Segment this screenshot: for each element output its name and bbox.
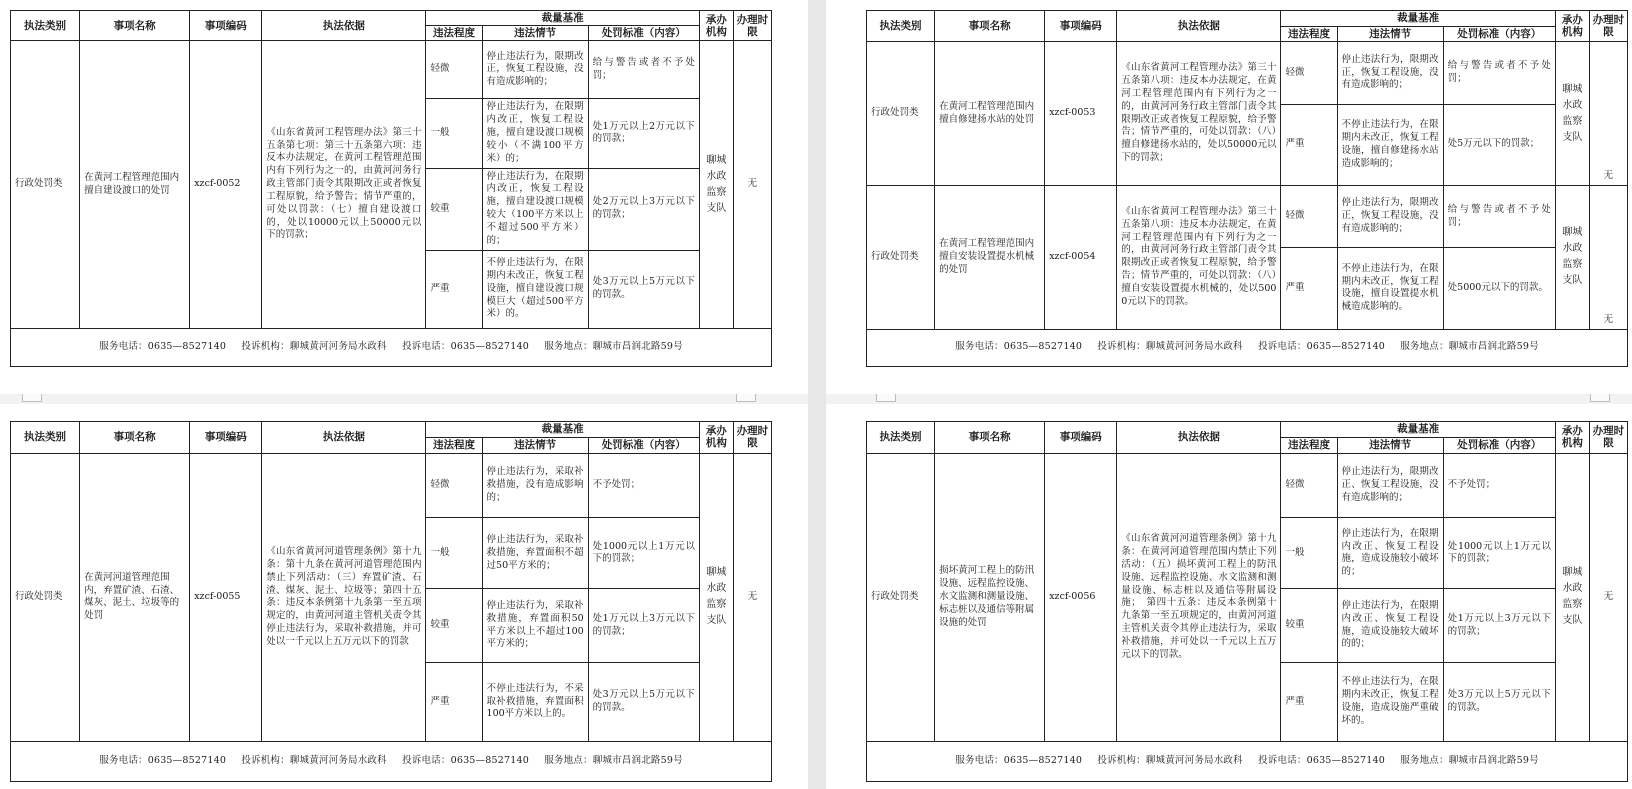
penalty-table-3	[10, 421, 772, 782]
cell-standard: 给与警告或者不予处罚；	[1443, 185, 1555, 247]
cell-level: 严重	[1281, 662, 1337, 742]
cell-basis: 《山东省黄河工程管理办法》第三十五条第八项：违反本办法规定，在黄河工程管理范围内有下列行为之一的，由黄河河务行政主管部门责令其限期改正或者恢复工程原貌，给予警告；情节严重的，可处以罚款：（八）擅自安装设置提水机械的，处以5000元以下的罚款。	[1117, 185, 1281, 329]
cell-level: 轻微	[426, 41, 482, 99]
cell-category: 行政处罚类	[11, 41, 80, 329]
header-agency: 承办机构	[699, 11, 733, 41]
header-situation: 违法情节	[1337, 26, 1443, 42]
header-time-limit: 办理时限	[733, 422, 771, 454]
cell-situation: 停止违法行为，采取补救措施，弃置面积50平方米以上不超过100平方米的；	[482, 589, 588, 662]
cell-standard: 处5万元以下的罚款；	[1443, 104, 1555, 185]
cell-item-code: xzcf-0052	[190, 41, 262, 329]
cell-agency: 聊城水政监察支队	[1555, 453, 1589, 742]
cell-level: 较重	[1281, 589, 1337, 662]
service-footer	[11, 742, 772, 782]
cell-item-name: 在黄河河道管理范围内，弃置矿渣、石渣、煤灰、泥土、垃圾等的处罚	[80, 453, 190, 742]
page-gap-left	[0, 394, 808, 404]
cell-category: 行政处罚类	[11, 453, 80, 742]
header-item-name: 事项名称	[80, 422, 190, 454]
header-agency: 承办机构	[1555, 11, 1589, 42]
header-basis: 执法依据	[262, 11, 426, 41]
header-item-name: 事项名称	[935, 422, 1045, 454]
header-penalty: 处罚标准（内容）	[1443, 437, 1555, 453]
cell-category: 行政处罚类	[867, 185, 935, 329]
header-basis: 执法依据	[1117, 422, 1281, 454]
page-gap-right	[826, 394, 1632, 404]
cell-level: 一般	[1281, 518, 1337, 589]
cell-standard: 处1000元以上1万元以下的罚款；	[588, 518, 699, 589]
cell-time-limit: 无	[1589, 42, 1627, 186]
cell-item-name: 损坏黄河工程上的防汛设施、远程监控设施、水文监测和测量设施、标志桩以及通信等附属设施的处罚	[935, 453, 1045, 742]
service-phone: 服务电话：0635—8527140	[99, 755, 227, 767]
header-item-name: 事项名称	[935, 11, 1045, 42]
cell-time-limit: 无	[1589, 185, 1627, 329]
page-3	[10, 421, 772, 782]
cell-standard: 不予处罚；	[1443, 453, 1555, 518]
cell-category: 行政处罚类	[867, 453, 935, 742]
cell-standard: 处1万元以上3万元以下的罚款；	[1443, 589, 1555, 662]
header-situation: 违法情节	[1337, 437, 1443, 453]
page-2	[866, 10, 1628, 367]
cell-standard: 处1万元以上2万元以下的罚款；	[588, 99, 699, 168]
header-item-code: 事项编码	[1045, 422, 1117, 454]
cell-situation: 停止违法行为，限期改正，恢复工程设施，没有造成影响的；	[1337, 42, 1443, 104]
header-standard-group: 裁量基准	[426, 11, 699, 26]
cell-item-name: 在黄河工程管理范围内擅自安装设置提水机械的处罚	[935, 185, 1045, 329]
cell-basis: 《山东省黄河河道管理条例》第十九条：第十九条在黄河河道管理范围内禁止下列活动：（三）弃置矿渣、石渣、煤灰、泥土、垃圾等；第四十五条：违反本条例第十九条第一至五项规定的，由黄河河道主管机关责令其停止违法行为，采取补救措施，并可处以一千元以上五万元以下的罚款	[262, 453, 426, 742]
cell-situation: 停止违法行为，在限期内改正，恢复工程设施，擅自建设渡口规模较小（不满100平方米）的；	[482, 99, 588, 168]
complaint-org: 投诉机构：聊城黄河河务局水政科	[241, 755, 387, 767]
complaint-phone: 投诉电话：0635—8527140	[1258, 341, 1385, 353]
header-basis: 执法依据	[262, 422, 426, 454]
header-situation: 违法情节	[482, 437, 588, 453]
cell-standard: 不予处罚；	[588, 453, 699, 518]
header-penalty: 处罚标准（内容）	[588, 26, 699, 41]
complaint-org: 投诉机构：聊城黄河河务局水政科	[241, 341, 387, 353]
cell-situation: 停止违法行为，采取补救措施，弃置面积不超过50平方米的；	[482, 518, 588, 589]
cell-situation: 不停止违法行为，在限期内未改正，恢复工程设施，擅自建设渡口规模巨大（超过500平方米）的。	[482, 250, 588, 328]
service-address: 服务地点：聊城市昌润北路59号	[1400, 755, 1539, 767]
penalty-table-2	[866, 10, 1628, 367]
header-category: 执法类别	[11, 11, 80, 41]
header-item-code: 事项编码	[190, 422, 262, 454]
page-break-marker	[22, 394, 42, 402]
page-gap-vertical	[808, 0, 826, 789]
cell-level: 严重	[426, 662, 482, 742]
complaint-phone: 投诉电话：0635—8527140	[1258, 755, 1385, 767]
cell-situation: 停止违法行为，在限期内改正、恢复工程设施，造成设施较小破坏的；	[1337, 518, 1443, 589]
service-address: 服务地点：聊城市昌润北路59号	[544, 755, 683, 767]
page-break-marker	[1590, 394, 1610, 402]
cell-standard: 处2万元以上3万元以下的罚款；	[588, 168, 699, 250]
penalty-table-4	[866, 421, 1628, 782]
cell-situation: 停止违法行为，采取补救措施，没有造成影响的；	[482, 453, 588, 518]
header-standard-group: 裁量基准	[426, 422, 699, 438]
header-agency: 承办机构	[1555, 422, 1589, 454]
complaint-phone: 投诉电话：0635—8527140	[402, 755, 529, 767]
cell-time-limit: 无	[1589, 453, 1627, 742]
cell-situation: 停止违法行为，在限期内改正、恢复工程设施，造成设施较大破坏的的；	[1337, 589, 1443, 662]
cell-situation: 不停止违法行为，在限期内未改正，恢复工程设施，擅自修建扬水站造成影响的；	[1337, 104, 1443, 185]
header-basis: 执法依据	[1117, 11, 1281, 42]
cell-level: 严重	[426, 250, 482, 328]
cell-level: 一般	[426, 518, 482, 589]
cell-basis: 《山东省黄河河道管理条例》第十九条：在黄河河道管理范围内禁止下列活动：（五）损坏黄河工程上的防汛设施、远程监控设施、水文监测和测量设施、标志桩以及通信等附属设施； 第四十五条：违反本条例第十九条第一至五项规定的，由黄河河道主管机关责令其停止违法行为，采取补救措施，并可处以一千元以上五万元以下的罚款。	[1117, 453, 1281, 742]
page-break-marker	[736, 394, 756, 402]
cell-level: 较重	[426, 589, 482, 662]
complaint-org: 投诉机构：聊城黄河河务局水政科	[1097, 341, 1243, 353]
cell-item-code: xzcf-0053	[1045, 42, 1117, 186]
cell-agency: 聊城水政监察支队	[699, 41, 733, 329]
cell-category: 行政处罚类	[867, 42, 935, 186]
header-category: 执法类别	[867, 11, 935, 42]
cell-standard: 处5000元以下的罚款。	[1443, 248, 1555, 329]
cell-situation: 停止违法行为，限期改正，恢复工程设施，没有造成影响的；	[1337, 185, 1443, 247]
cell-item-code: xzcf-0056	[1045, 453, 1117, 742]
page-1	[10, 10, 772, 367]
cell-level: 较重	[426, 168, 482, 250]
service-address: 服务地点：聊城市昌润北路59号	[1400, 341, 1539, 353]
cell-standard: 处3万元以上5万元以下的罚款。	[588, 250, 699, 328]
header-level: 违法程度	[1281, 26, 1337, 42]
cell-item-code: xzcf-0054	[1045, 185, 1117, 329]
header-time-limit: 办理时限	[1589, 422, 1627, 454]
header-item-code: 事项编码	[1045, 11, 1117, 42]
header-level: 违法程度	[426, 26, 482, 41]
cell-standard: 给与警告或者不予处罚；	[1443, 42, 1555, 104]
cell-level: 轻微	[1281, 185, 1337, 247]
cell-time-limit: 无	[733, 41, 771, 329]
header-time-limit: 办理时限	[733, 11, 771, 41]
service-address: 服务地点：聊城市昌润北路59号	[544, 341, 683, 353]
cell-basis: 《山东省黄河工程管理办法》第三十五条第七项：第三十五条第六项：违反本办法规定，在黄河工程管理范围内有下列行为之一的，由黄河河务行政主管部门责令其限期改正或者恢复工程原貌，给予警告；情节严重的，可处以罚款：（七）擅自建设渡口的，处以10000元以上50000元以下的罚款；	[262, 41, 426, 329]
cell-situation: 不停止违法行为，不采取补救措施，弃置面积100平方米以上的。	[482, 662, 588, 742]
cell-situation: 停止违法行为，限期改正、恢复工程设施，没有造成影响的；	[1337, 453, 1443, 518]
header-penalty: 处罚标准（内容）	[1443, 26, 1555, 42]
cell-level: 轻微	[1281, 453, 1337, 518]
cell-item-name: 在黄河工程管理范围内擅自修建扬水站的处罚	[935, 42, 1045, 186]
service-footer	[11, 328, 772, 366]
cell-agency: 聊城水政监察支队	[1555, 42, 1589, 186]
penalty-table-1	[10, 10, 772, 367]
cell-item-code: xzcf-0055	[190, 453, 262, 742]
cell-agency: 聊城水政监察支队	[699, 453, 733, 742]
cell-situation: 不停止违法行为，在限期内未改正，恢复工程设施，擅自设置提水机械造成影响的。	[1337, 248, 1443, 329]
header-level: 违法程度	[426, 437, 482, 453]
cell-situation: 停止违法行为，在限期内改正，恢复工程设施，擅自建设渡口规模较大（100平方米以上不超过500平方米）的；	[482, 168, 588, 250]
service-phone: 服务电话：0635—8527140	[955, 341, 1083, 353]
page-4	[866, 421, 1628, 782]
header-agency: 承办机构	[699, 422, 733, 454]
cell-standard: 处3万元以上5万元以下的罚款。	[588, 662, 699, 742]
cell-level: 严重	[1281, 104, 1337, 185]
header-item-code: 事项编码	[190, 11, 262, 41]
cell-standard: 给与警告或者不予处罚；	[588, 41, 699, 99]
cell-situation: 不停止违法行为，在限期内未改正，恢复工程设施，造成设施严重破坏的。	[1337, 662, 1443, 742]
cell-level: 轻微	[426, 453, 482, 518]
complaint-org: 投诉机构：聊城黄河河务局水政科	[1097, 755, 1243, 767]
header-standard-group: 裁量基准	[1281, 11, 1555, 27]
cell-agency: 聊城水政监察支队	[1555, 185, 1589, 329]
cell-level: 严重	[1281, 248, 1337, 329]
complaint-phone: 投诉电话：0635—8527140	[402, 341, 529, 353]
cell-level: 一般	[426, 99, 482, 168]
cell-item-name: 在黄河工程管理范围内擅自建设渡口的处罚	[80, 41, 190, 329]
header-situation: 违法情节	[482, 26, 588, 41]
header-category: 执法类别	[11, 422, 80, 454]
cell-basis: 《山东省黄河工程管理办法》第三十五条第八项：违反本办法规定，在黄河工程管理范围内有下列行为之一的，由黄河河务行政主管部门责令其限期改正或者恢复工程原貌，给予警告；情节严重的，可处以罚款：（八）擅自修建扬水站的，处以50000元以下的罚款；	[1117, 42, 1281, 186]
header-category: 执法类别	[867, 422, 935, 454]
header-time-limit: 办理时限	[1589, 11, 1627, 42]
header-level: 违法程度	[1281, 437, 1337, 453]
cell-level: 轻微	[1281, 42, 1337, 104]
cell-standard: 处3万元以上5万元以下的罚款。	[1443, 662, 1555, 742]
header-item-name: 事项名称	[80, 11, 190, 41]
page-break-marker	[876, 394, 896, 402]
service-phone: 服务电话：0635—8527140	[99, 341, 227, 353]
cell-standard: 处1000元以上1万元以下的罚款；	[1443, 518, 1555, 589]
service-footer	[867, 742, 1628, 782]
header-penalty: 处罚标准（内容）	[588, 437, 699, 453]
service-phone: 服务电话：0635—8527140	[955, 755, 1083, 767]
header-standard-group: 裁量基准	[1281, 422, 1555, 438]
service-footer	[867, 329, 1628, 367]
cell-situation: 停止违法行为，限期改正，恢复工程设施，没有造成影响的；	[482, 41, 588, 99]
cell-standard: 处1万元以上3万元以下的罚款；	[588, 589, 699, 662]
cell-time-limit: 无	[733, 453, 771, 742]
